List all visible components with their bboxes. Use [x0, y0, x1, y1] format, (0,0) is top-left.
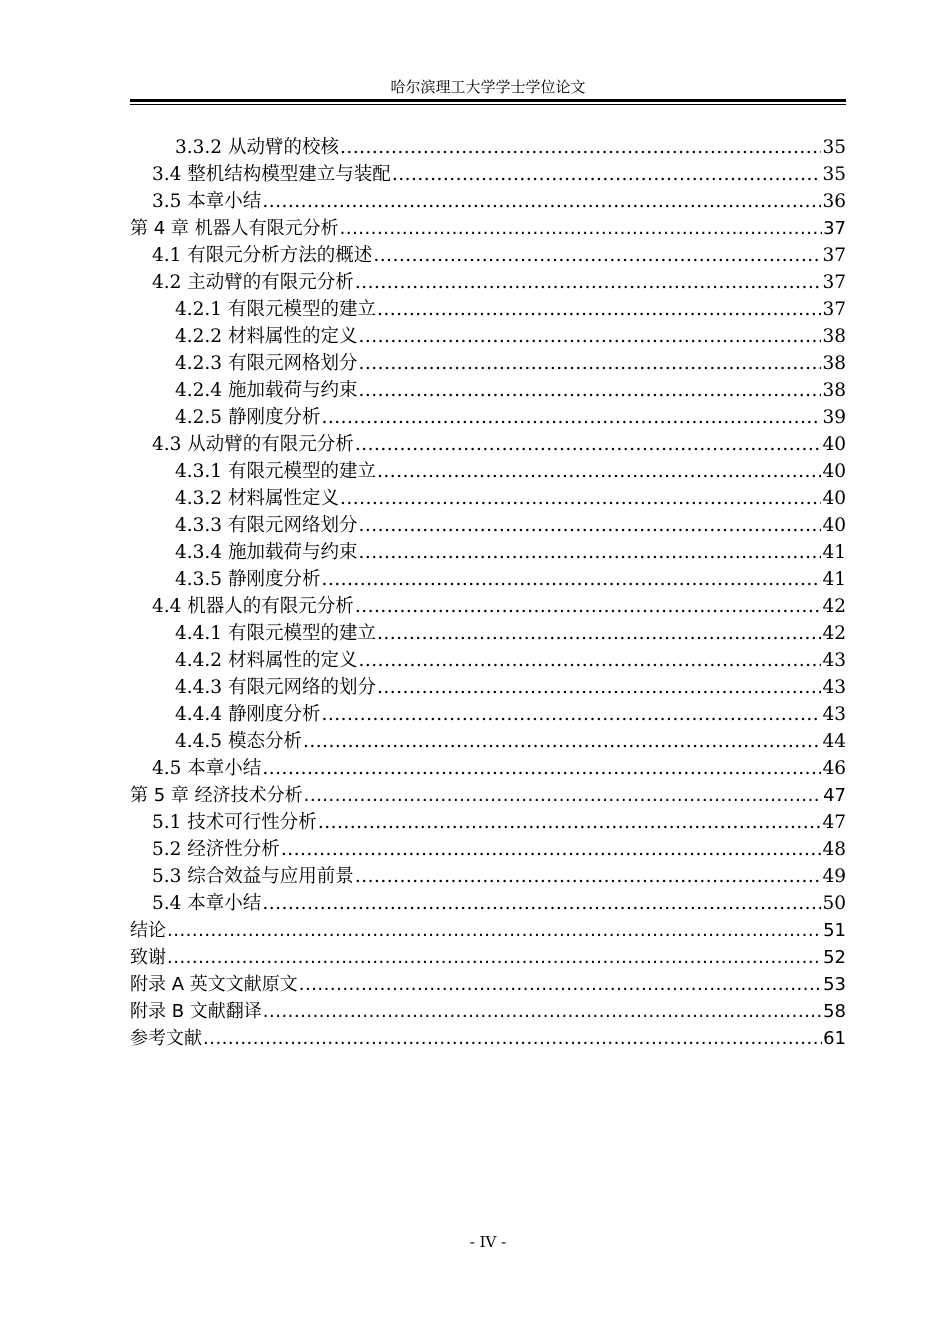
toc-entry-title: 4.4 机器人的有限元分析 — [152, 596, 354, 617]
toc-entry[interactable] — [130, 753, 846, 780]
toc-entry-title: 4.3 从动臂的有限元分析 — [152, 434, 354, 455]
toc-entry[interactable] — [130, 618, 846, 645]
toc-entry[interactable] — [130, 375, 846, 402]
running-header: 哈尔滨理工大学学士学位论文 — [390, 78, 586, 96]
toc-entry-title: 致谢 — [130, 947, 166, 968]
toc-entry[interactable] — [130, 996, 846, 1023]
toc-entry-page: 40 — [822, 488, 846, 509]
toc-entry[interactable] — [130, 672, 846, 699]
toc-leader-dots — [340, 488, 821, 510]
toc-entry-title: 结论 — [130, 920, 166, 941]
toc-leader-dots — [318, 812, 822, 834]
toc-leader-dots — [321, 407, 821, 429]
toc-leader-dots — [358, 326, 821, 348]
toc-entry-title: 4.2.2 材料属性的定义 — [175, 326, 358, 347]
toc-entry-page: 48 — [822, 839, 846, 860]
toc-entry-page: 52 — [823, 947, 846, 968]
page-number: - IV - — [469, 1233, 507, 1251]
toc-entry-title: 5.1 技术可行性分析 — [152, 812, 317, 833]
toc-entry-page: 43 — [822, 650, 846, 671]
toc-entry[interactable] — [130, 132, 846, 159]
toc-leader-dots — [392, 164, 822, 186]
toc-entry-title: 4.2.4 施加载荷与约束 — [175, 380, 358, 401]
toc-entry-title: 参考文献 — [130, 1028, 202, 1049]
toc-entry-page: 40 — [822, 434, 846, 455]
toc-entry[interactable] — [130, 348, 846, 375]
toc-entry-title: 4.5 本章小结 — [152, 758, 262, 779]
toc-entry-title: 4.4.2 材料属性的定义 — [175, 650, 358, 671]
toc-leader-dots — [203, 1028, 822, 1050]
toc-entry-page: 41 — [822, 542, 846, 563]
toc-leader-dots — [355, 866, 822, 888]
toc-leader-dots — [167, 947, 822, 969]
toc-entry-title: 4.2.1 有限元模型的建立 — [175, 299, 376, 320]
toc-entry[interactable] — [130, 267, 846, 294]
toc-entry-title: 5.2 经济性分析 — [152, 839, 280, 860]
toc-leader-dots — [262, 191, 821, 213]
toc-entry[interactable] — [130, 1023, 846, 1050]
toc-leader-dots — [263, 1001, 822, 1023]
toc-leader-dots — [377, 299, 821, 321]
toc-entry-title: 4.3.4 施加载荷与约束 — [175, 542, 358, 563]
toc-entry-title: 第 4 章 机器人有限元分析 — [130, 218, 339, 239]
toc-leader-dots — [299, 974, 822, 996]
toc-entry-page: 49 — [822, 866, 846, 887]
toc-entry-page: 36 — [822, 191, 846, 212]
toc-entry-title: 4.1 有限元分析方法的概述 — [152, 245, 373, 266]
toc-entry-title: 3.3.2 从动臂的校核 — [175, 137, 339, 158]
toc-leader-dots — [358, 380, 821, 402]
toc-entry-title: 4.3.3 有限元网络划分 — [175, 515, 358, 536]
toc-entry[interactable] — [130, 915, 846, 942]
toc-leader-dots — [355, 434, 822, 456]
toc-entry[interactable] — [130, 726, 846, 753]
toc-entry[interactable] — [130, 321, 846, 348]
toc-leader-dots — [340, 218, 822, 240]
toc-entry[interactable] — [130, 834, 846, 861]
toc-entry-page: 53 — [823, 974, 846, 995]
toc-leader-dots — [358, 542, 821, 564]
toc-entry[interactable] — [130, 186, 846, 213]
toc-entry-page: 35 — [822, 164, 846, 185]
toc-entry-title: 4.3.2 材料属性定义 — [175, 488, 339, 509]
toc-entry-page: 42 — [822, 596, 846, 617]
toc-entry-title: 4.2.3 有限元网格划分 — [175, 353, 358, 374]
toc-entry-title: 4.4.5 模态分析 — [175, 731, 302, 752]
header-rule-thin — [130, 104, 846, 105]
toc-leader-dots — [358, 353, 821, 375]
toc-leader-dots — [358, 515, 821, 537]
toc-entry-page: 47 — [822, 812, 846, 833]
toc-entry-title: 附录 B 文献翻译 — [130, 1001, 262, 1022]
toc-entry-page: 38 — [822, 353, 846, 374]
toc-entry[interactable] — [130, 537, 846, 564]
toc-entry-title: 4.4.1 有限元模型的建立 — [175, 623, 376, 644]
toc-leader-dots — [355, 272, 822, 294]
table-of-contents — [130, 132, 846, 1050]
toc-leader-dots — [321, 704, 821, 726]
toc-entry[interactable] — [130, 402, 846, 429]
toc-entry[interactable] — [130, 645, 846, 672]
toc-leader-dots — [377, 461, 821, 483]
toc-entry-title: 4.3.1 有限元模型的建立 — [175, 461, 376, 482]
toc-leader-dots — [281, 839, 822, 861]
toc-entry-title: 4.3.5 静刚度分析 — [175, 569, 321, 590]
toc-entry-title: 4.4.4 静刚度分析 — [175, 704, 321, 725]
toc-entry-page: 40 — [822, 515, 846, 536]
toc-entry[interactable] — [130, 942, 846, 969]
toc-entry[interactable] — [130, 807, 846, 834]
toc-entry-title: 4.2.5 静刚度分析 — [175, 407, 321, 428]
toc-leader-dots — [373, 245, 821, 267]
toc-entry-page: 46 — [822, 758, 846, 779]
toc-entry-title: 附录 A 英文文献原文 — [130, 974, 298, 995]
toc-entry-page: 38 — [822, 326, 846, 347]
toc-leader-dots — [340, 137, 821, 159]
toc-entry[interactable] — [130, 429, 846, 456]
toc-entry-title: 5.4 本章小结 — [152, 893, 262, 914]
toc-entry-title: 5.3 综合效益与应用前景 — [152, 866, 354, 887]
toc-leader-dots — [304, 785, 822, 807]
toc-entry[interactable] — [130, 699, 846, 726]
toc-entry-page: 58 — [823, 1001, 846, 1022]
header-rule-thick — [130, 99, 846, 102]
toc-entry-page: 42 — [822, 623, 846, 644]
toc-entry-title: 第 5 章 经济技术分析 — [130, 785, 303, 806]
toc-entry[interactable] — [130, 591, 846, 618]
toc-entry-page: 40 — [822, 461, 846, 482]
toc-entry-page: 43 — [822, 677, 846, 698]
toc-entry-page: 38 — [822, 380, 846, 401]
toc-entry[interactable] — [130, 888, 846, 915]
toc-leader-dots — [321, 569, 821, 591]
toc-entry-page: 37 — [822, 299, 846, 320]
toc-entry-page: 35 — [822, 137, 846, 158]
toc-entry-title: 3.5 本章小结 — [152, 191, 262, 212]
toc-entry[interactable] — [130, 240, 846, 267]
toc-entry[interactable] — [130, 456, 846, 483]
toc-entry-page: 37 — [822, 245, 846, 266]
toc-entry-page: 51 — [823, 920, 846, 941]
toc-entry-title: 4.2 主动臂的有限元分析 — [152, 272, 354, 293]
toc-entry-page: 61 — [823, 1028, 846, 1049]
toc-entry[interactable] — [130, 564, 846, 591]
toc-leader-dots — [262, 758, 821, 780]
toc-leader-dots — [377, 623, 821, 645]
toc-entry-page: 37 — [823, 218, 846, 239]
toc-leader-dots — [377, 677, 821, 699]
toc-entry[interactable] — [130, 213, 846, 240]
toc-entry-page: 47 — [823, 785, 846, 806]
toc-entry[interactable] — [130, 780, 846, 807]
toc-leader-dots — [358, 650, 821, 672]
toc-entry-page: 44 — [822, 731, 846, 752]
toc-leader-dots — [355, 596, 822, 618]
toc-entry[interactable] — [130, 294, 846, 321]
toc-leader-dots — [167, 920, 822, 942]
toc-entry-page: 43 — [822, 704, 846, 725]
toc-entry[interactable] — [130, 861, 846, 888]
toc-leader-dots — [262, 893, 821, 915]
toc-leader-dots — [303, 731, 822, 753]
toc-entry[interactable] — [130, 159, 846, 186]
toc-entry[interactable] — [130, 969, 846, 996]
toc-entry-title: 4.4.3 有限元网络的划分 — [175, 677, 376, 698]
toc-entry-title: 3.4 整机结构模型建立与装配 — [152, 164, 391, 185]
toc-entry-page: 50 — [822, 893, 846, 914]
toc-entry-page: 37 — [822, 272, 846, 293]
toc-entry-page: 41 — [822, 569, 846, 590]
toc-entry-page: 39 — [822, 407, 846, 428]
toc-entry[interactable] — [130, 483, 846, 510]
toc-entry[interactable] — [130, 510, 846, 537]
